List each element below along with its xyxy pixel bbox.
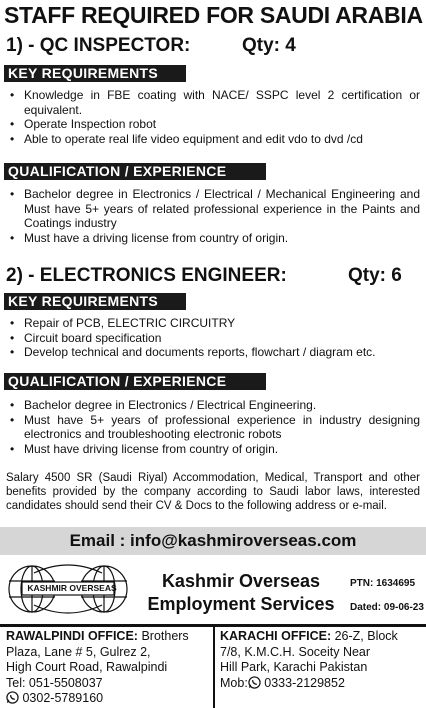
list-item: • Must have a driving license from country of origin. <box>10 231 420 246</box>
list-item: • Must have driving license from country of origin. <box>10 442 420 457</box>
karachi-mobile-number: 0333-2129852 <box>264 675 345 690</box>
job2-key-list <box>10 316 420 360</box>
list-item: • Bachelor degree in Electronics / Electrical Engineering. <box>10 398 420 413</box>
rawalpindi-address-3: High Court Road, Rawalpindi <box>6 660 168 674</box>
job2-heading <box>6 264 422 288</box>
email-link[interactable]: Email : info@kashmiroverseas.com <box>69 531 357 550</box>
job2-title: 2) - ELECTRONICS ENGINEER: <box>6 265 287 286</box>
karachi-label: KARACHI OFFICE: <box>220 629 332 643</box>
rawalpindi-address-1: Brothers <box>141 629 189 643</box>
list-item: • Must have 5+ years of professional experience in industry designing electronics and troubleshooting electronic robots <box>10 413 420 442</box>
job1-title: 1) - QC INSPECTOR: <box>6 35 191 56</box>
whatsapp-icon <box>6 691 19 704</box>
karachi-address-3: Hill Park, Karachi Pakistan <box>220 660 368 674</box>
company-name-line2: Employment Services <box>147 594 335 614</box>
ptn-number: PTN: 1634695 <box>350 578 416 589</box>
email-banner <box>0 527 426 555</box>
office-divider <box>213 626 215 708</box>
list-item: • Develop technical and documents reports, flowchart / diagram etc. <box>10 345 420 360</box>
rawalpindi-address-2: Plaza, Lane # 5, Gulrez 2, <box>6 644 151 659</box>
job1-key-list <box>10 88 420 146</box>
job2-qual-list <box>10 398 420 456</box>
karachi-office <box>220 629 424 691</box>
karachi-mobile-label: Mob: <box>220 675 248 690</box>
job1-qualification-bar: QUALIFICATION / EXPERIENCE <box>4 163 266 180</box>
list-item: • Operate Inspection robot <box>10 117 420 132</box>
karachi-address-2: 7/8, K.M.C.H. Soceity Near <box>220 644 371 659</box>
karachi-mobile <box>220 676 424 692</box>
list-item: • Circuit board specification <box>10 331 420 346</box>
main-title: STAFF REQUIRED FOR SAUDI ARABIA <box>4 2 423 28</box>
list-item: • Able to operate real life video equipment and edit vdo to dvd /cd <box>10 132 420 147</box>
list-item: • Knowledge in FBE coating with NACE/ SSPC level 2 certification or equivalent. <box>10 88 420 117</box>
salary-text: Salary 4500 SR (Saudi Riyal) Accommodation, Medical, Transport and other benefits provided by the company according to Saudi labor laws, interested candidates should send their CV & Docs to the following address or e-mail. <box>6 472 420 512</box>
whatsapp-icon <box>248 676 261 689</box>
rawalpindi-office <box>6 629 210 707</box>
company-name <box>136 570 346 616</box>
dated: Dated: 09-06-23 <box>350 602 424 613</box>
karachi-address-1: 26-Z, Block <box>334 629 398 643</box>
rawalpindi-mobile-number: 0302-5789160 <box>22 691 104 705</box>
job1-key-requirements-bar: KEY REQUIREMENTS <box>4 65 186 82</box>
job2-key-requirements-bar: KEY REQUIREMENTS <box>4 293 186 310</box>
job1-qual-list <box>10 187 420 245</box>
job2-qty: Qty: 6 <box>348 265 402 286</box>
list-item: • Bachelor degree in Electronics / Electrical / Mechanical Engineering and Must have 5+ years of related professional experience in the Paints and Coatings industry <box>10 187 420 231</box>
job2-qualification-bar: QUALIFICATION / EXPERIENCE <box>4 373 266 390</box>
rawalpindi-label: RAWALPINDI OFFICE: <box>6 629 138 643</box>
list-item: • Repair of PCB, ELECTRIC CIRCUITRY <box>10 316 420 331</box>
rawalpindi-tel: Tel: 051-5508037 <box>6 675 103 690</box>
rawalpindi-mobile <box>6 691 210 707</box>
company-name-line1: Kashmir Overseas <box>161 571 321 591</box>
job1-qty: Qty: 4 <box>242 35 296 56</box>
job1-heading <box>6 34 422 58</box>
logo-text: KASHMIR OVERSEAS <box>27 583 117 593</box>
